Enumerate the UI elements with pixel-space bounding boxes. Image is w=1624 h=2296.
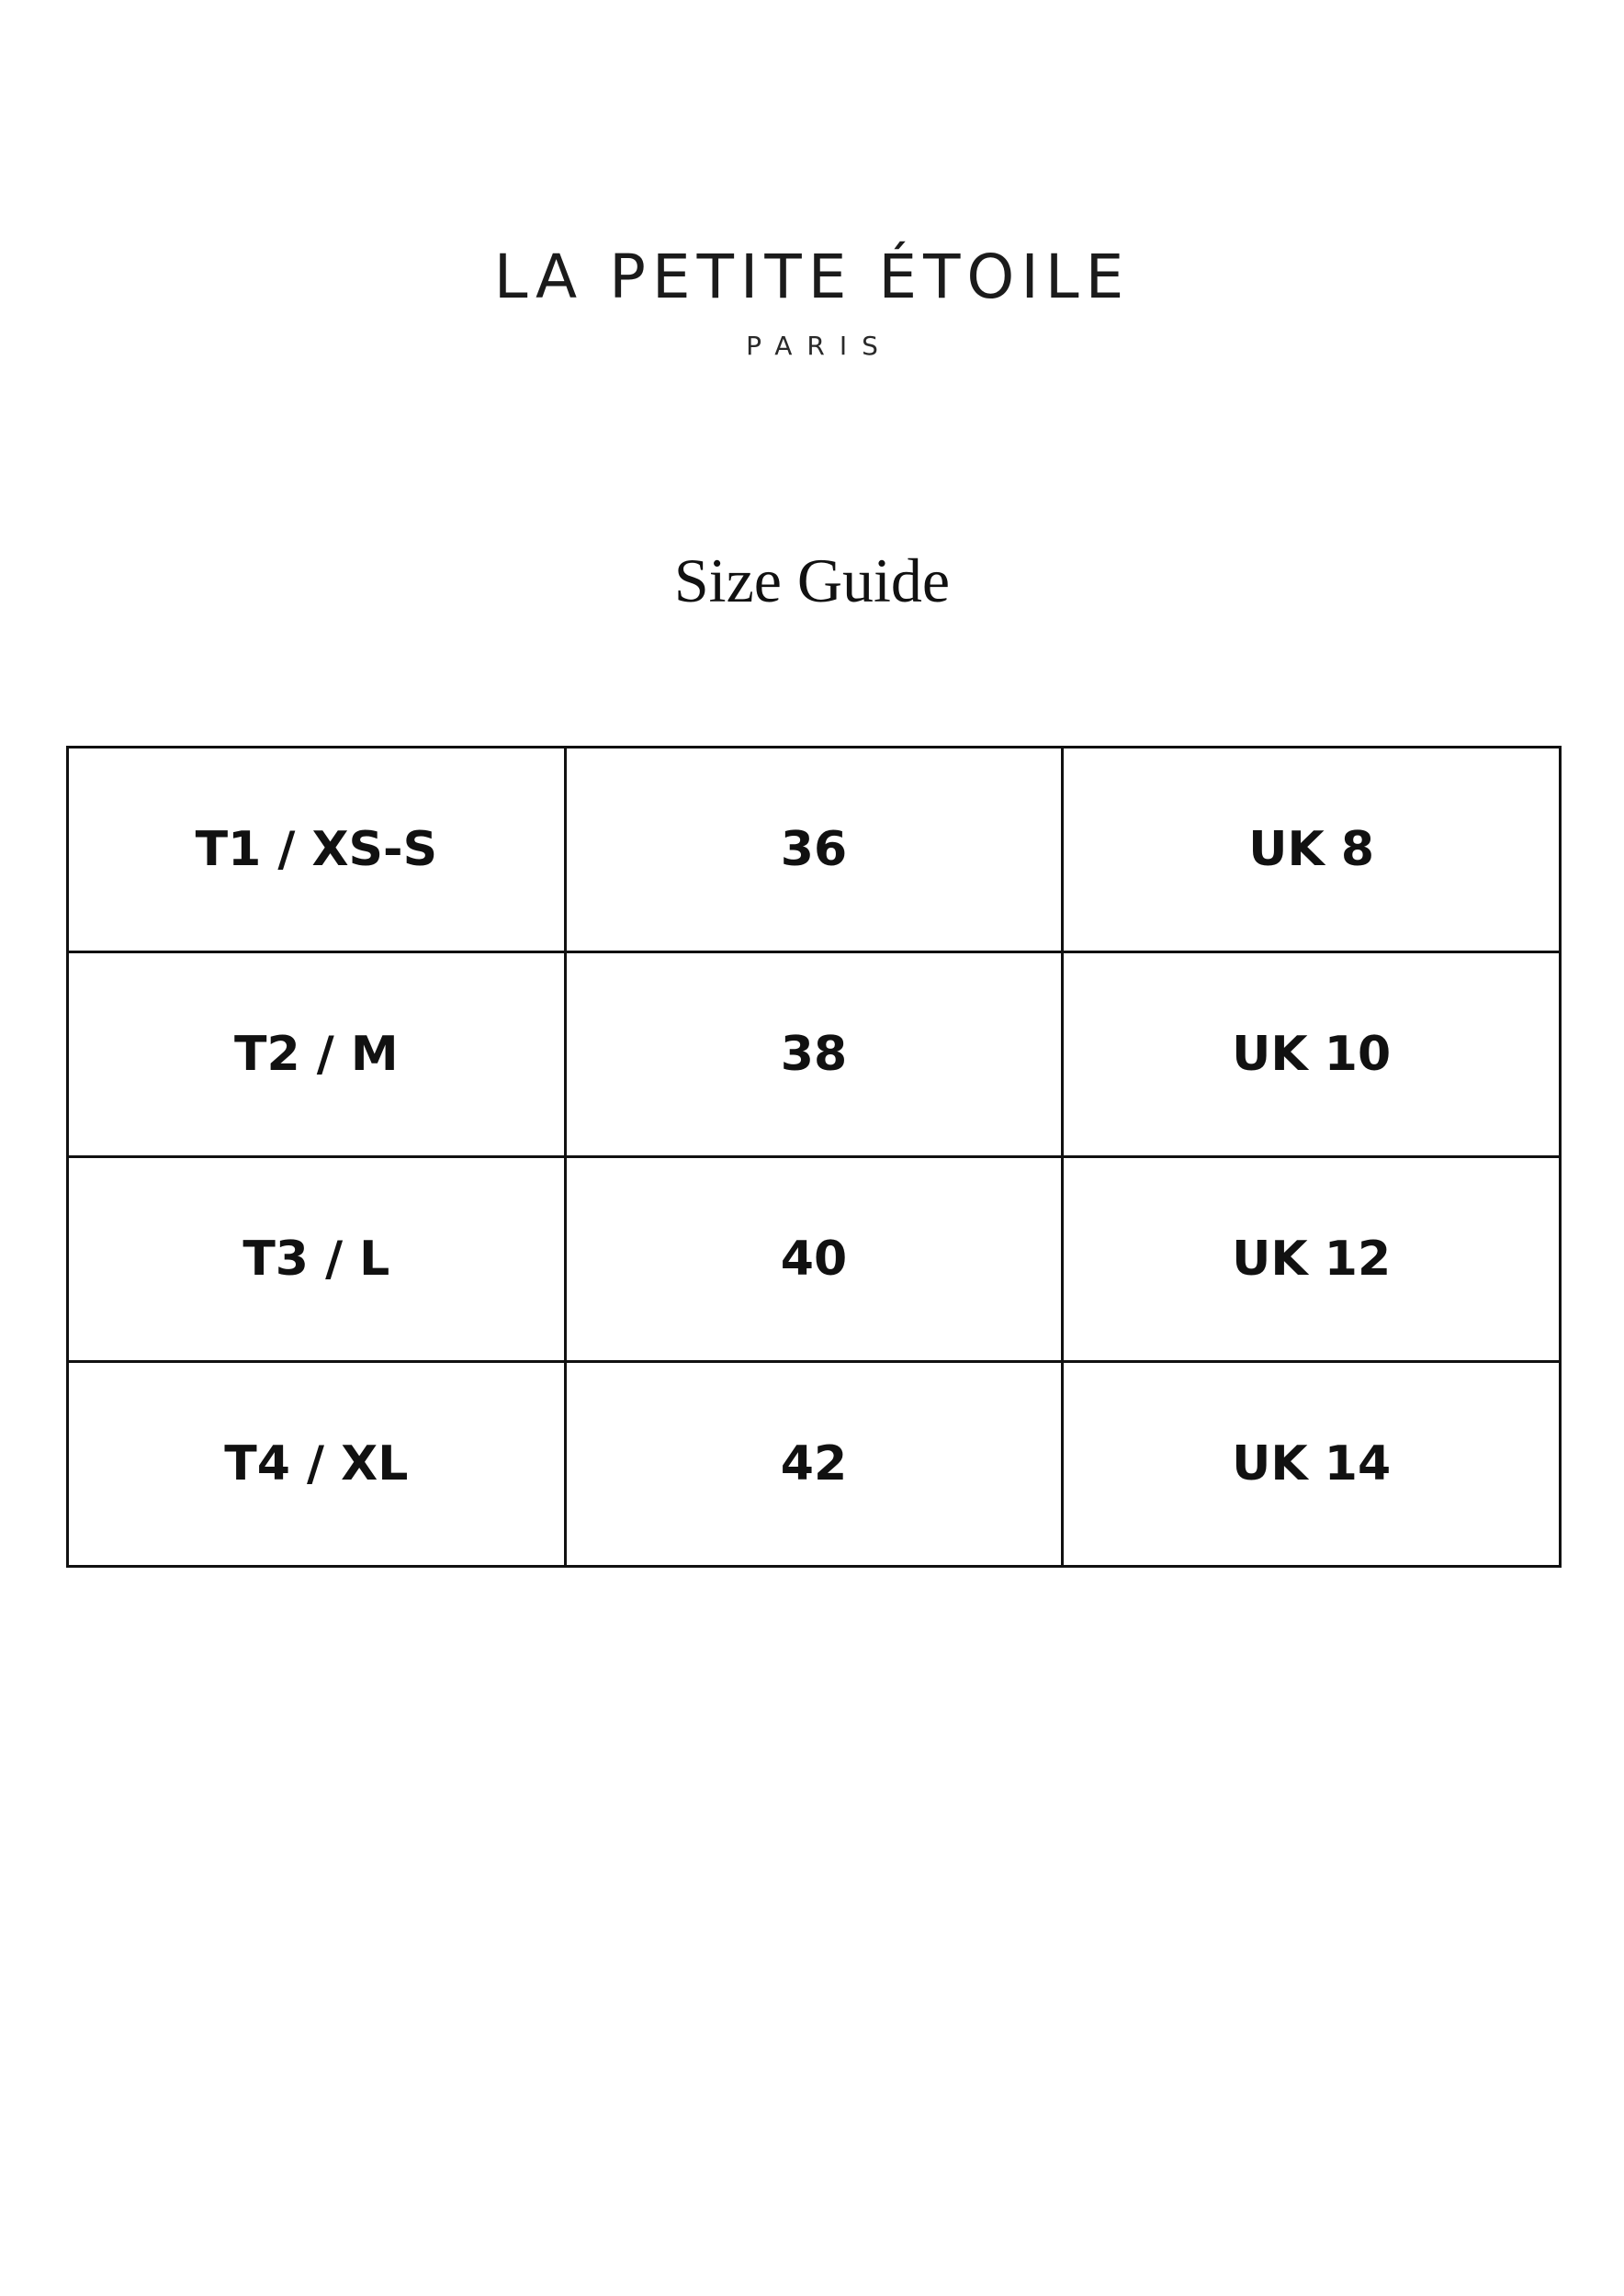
size-label-cell: T1 / XS-S bbox=[68, 748, 566, 952]
table-row bbox=[68, 952, 1561, 1157]
uk-size-cell: UK 14 bbox=[1063, 1362, 1561, 1567]
brand-name: LA PETITE ÉTOILE bbox=[493, 242, 1131, 312]
eu-size-cell: 36 bbox=[565, 748, 1063, 952]
table-row bbox=[68, 1362, 1561, 1567]
eu-size-cell: 38 bbox=[565, 952, 1063, 1157]
table-row bbox=[68, 748, 1561, 952]
size-label-cell: T2 / M bbox=[68, 952, 566, 1157]
size-table bbox=[66, 746, 1562, 1568]
brand-city: PARIS bbox=[746, 331, 893, 361]
eu-size-cell: 42 bbox=[565, 1362, 1063, 1567]
size-label-cell: T3 / L bbox=[68, 1157, 566, 1362]
size-label-cell: T4 / XL bbox=[68, 1362, 566, 1567]
uk-size-cell: UK 10 bbox=[1063, 952, 1561, 1157]
uk-size-cell: UK 8 bbox=[1063, 748, 1561, 952]
page-title: Size Guide bbox=[673, 546, 951, 615]
table-row bbox=[68, 1157, 1561, 1362]
eu-size-cell: 40 bbox=[565, 1157, 1063, 1362]
brand-logo bbox=[0, 241, 1624, 362]
uk-size-cell: UK 12 bbox=[1063, 1157, 1561, 1362]
